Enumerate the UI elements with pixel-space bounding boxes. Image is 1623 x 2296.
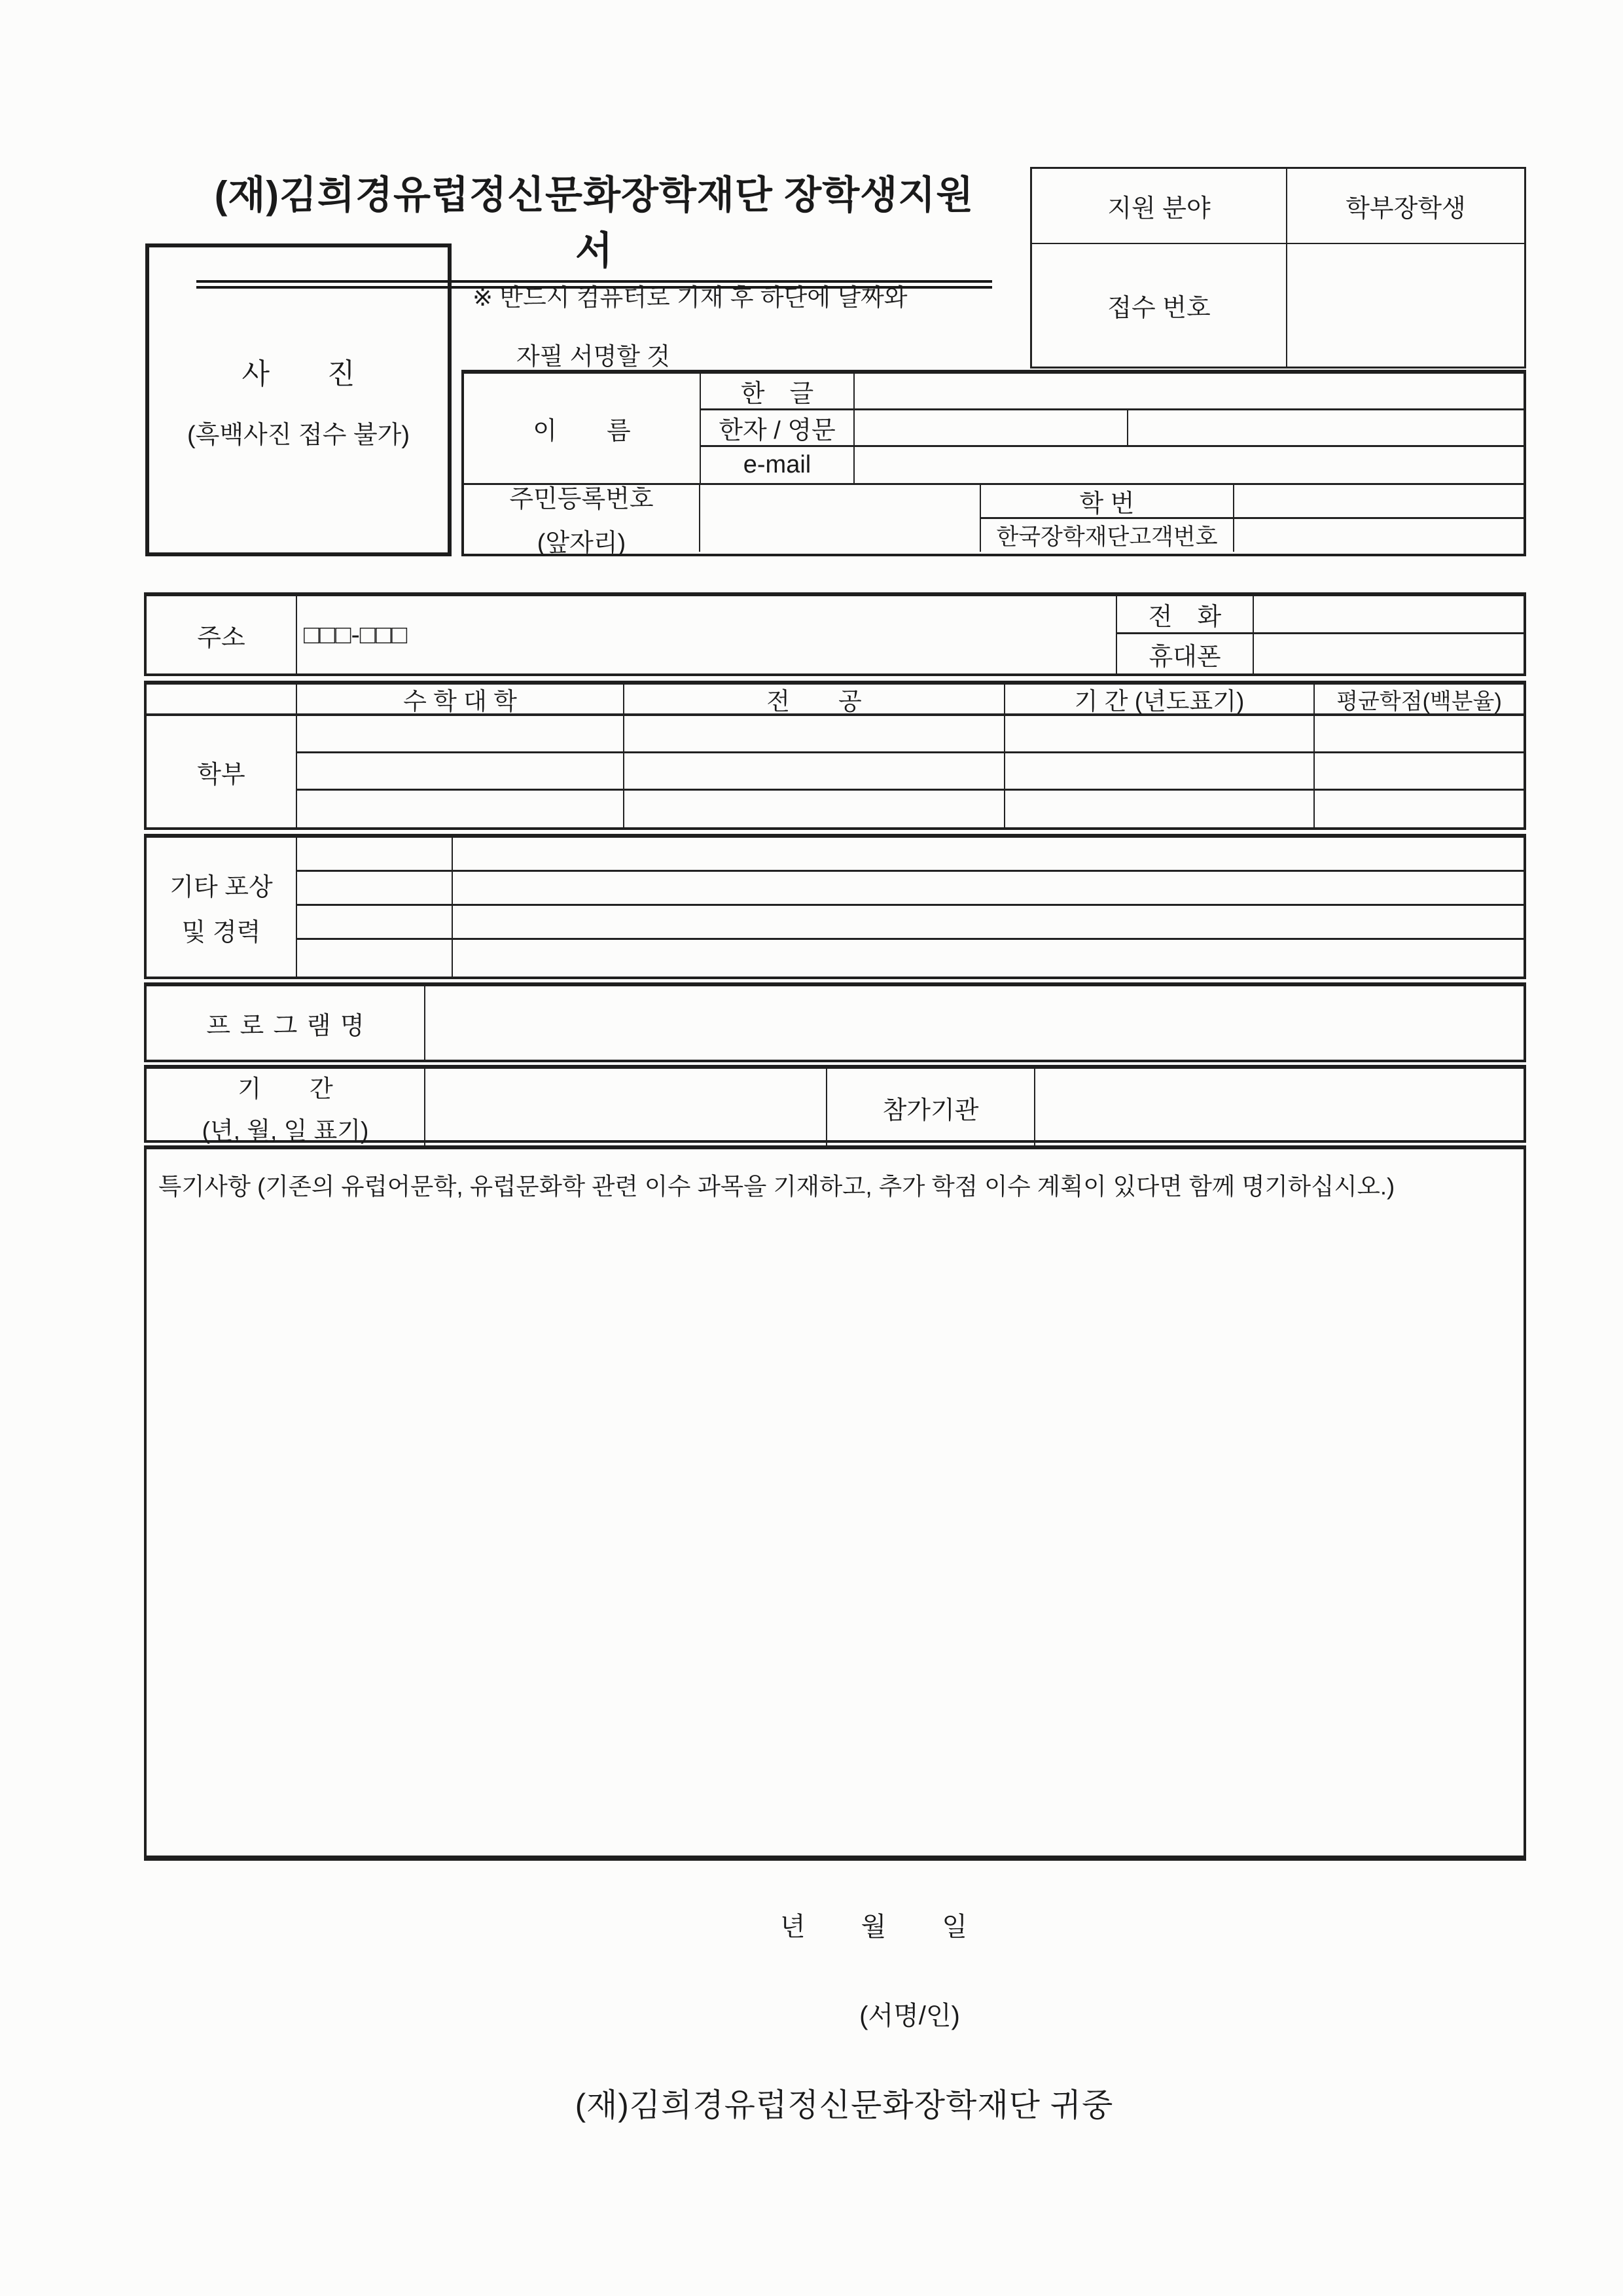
date-year-label: 년 bbox=[780, 1912, 806, 1941]
name-hangul-input[interactable] bbox=[855, 374, 1524, 410]
program-table bbox=[144, 982, 1526, 1062]
awards-detail-input-1[interactable] bbox=[453, 838, 1524, 872]
academic-university-input-1[interactable] bbox=[297, 716, 624, 753]
remarks-heading: 특기사항 (기존의 유럽어문학, 유럽문화학 관련 이수 과목을 기재하고, 추가 학점 이수 계획이 있다면 함께 명기하십시오.) bbox=[158, 1173, 1395, 1200]
name-english-input[interactable] bbox=[1128, 410, 1524, 445]
awards-label-line2: 및 경력 bbox=[181, 919, 261, 946]
photo-box[interactable] bbox=[145, 243, 452, 556]
academic-major-input-2[interactable] bbox=[624, 753, 1005, 791]
academic-header-major: 전 공 bbox=[624, 685, 1005, 716]
academic-header-university: 수 학 대 학 bbox=[297, 685, 624, 716]
photo-restriction-label: (흑백사진 접수 불가) bbox=[187, 421, 410, 449]
period-label-line1: 기 간 bbox=[238, 1075, 333, 1102]
name-hangul-label: 한 글 bbox=[701, 374, 855, 410]
name-hanja-input[interactable] bbox=[855, 410, 1128, 445]
name-hanja-eng-label: 한자 / 영문 bbox=[701, 410, 855, 447]
phone-label: 전 화 bbox=[1117, 596, 1254, 634]
rrn-label bbox=[464, 485, 700, 557]
name-table bbox=[461, 370, 1526, 556]
mobile-label: 휴대폰 bbox=[1117, 634, 1254, 673]
program-name-input[interactable] bbox=[425, 986, 1524, 1060]
photo-label: 사 진 bbox=[241, 357, 355, 390]
instruction-note-line1: ※ 반드시 컴퓨터로 기재 후 하단에 날짜와 bbox=[473, 284, 908, 311]
academic-period-input-2[interactable] bbox=[1005, 753, 1315, 791]
receipt-number-label: 접수 번호 bbox=[1032, 244, 1287, 367]
address-table bbox=[144, 592, 1526, 676]
phone-input[interactable] bbox=[1254, 596, 1524, 634]
signature-hint: (서명/인) bbox=[859, 2001, 960, 2030]
period-label-line2: (년, 월, 일 표기) bbox=[202, 1117, 369, 1144]
academic-gpa-input-3[interactable] bbox=[1315, 791, 1524, 827]
awards-detail-input-4[interactable] bbox=[453, 940, 1524, 977]
address-label: 주소 bbox=[147, 596, 297, 673]
receipt-number-input[interactable] bbox=[1287, 244, 1524, 367]
kosaf-number-label: 한국장학재단고객번호 bbox=[981, 519, 1234, 552]
name-label: 이 름 bbox=[464, 374, 701, 483]
instruction-note-line2: 자필 서명할 것 bbox=[516, 343, 671, 370]
name-hanja-eng-row bbox=[855, 410, 1524, 447]
awards-detail-input-2[interactable] bbox=[453, 872, 1524, 906]
period-input[interactable] bbox=[425, 1069, 827, 1146]
application-field-value: 학부장학생 bbox=[1287, 169, 1524, 244]
academic-header-period: 기 간 (년도표기) bbox=[1005, 685, 1315, 716]
academic-university-input-2[interactable] bbox=[297, 753, 624, 791]
kosaf-number-input[interactable] bbox=[1234, 519, 1524, 552]
academic-row-label: 학부 bbox=[147, 716, 297, 827]
awards-table bbox=[144, 834, 1526, 979]
application-info-table bbox=[1030, 167, 1526, 368]
period-table bbox=[144, 1065, 1526, 1143]
signature-date-line bbox=[780, 1906, 967, 1943]
address-input[interactable]: □□□-□□□ bbox=[297, 596, 1117, 673]
academic-header-gpa: 평균학점(백분율) bbox=[1315, 685, 1524, 716]
academic-gpa-input-2[interactable] bbox=[1315, 753, 1524, 791]
application-field-label: 지원 분야 bbox=[1032, 169, 1287, 244]
date-day-label: 일 bbox=[942, 1912, 967, 1941]
participating-org-input[interactable] bbox=[1035, 1069, 1524, 1146]
student-number-label: 학 번 bbox=[981, 485, 1234, 519]
participating-org-label: 참가기관 bbox=[827, 1069, 1035, 1146]
awards-label-line1: 기타 포상 bbox=[169, 874, 273, 901]
academic-period-input-3[interactable] bbox=[1005, 791, 1315, 827]
date-month-label: 월 bbox=[861, 1912, 887, 1941]
mobile-input[interactable] bbox=[1254, 634, 1524, 673]
email-input[interactable] bbox=[855, 447, 1524, 483]
academic-period-input-1[interactable] bbox=[1005, 716, 1315, 753]
academic-header-corner bbox=[147, 685, 297, 716]
awards-date-input-3[interactable] bbox=[297, 906, 453, 940]
program-name-label: 프로그램명 bbox=[147, 986, 425, 1060]
rrn-input[interactable] bbox=[700, 485, 981, 552]
rrn-label-line2: (앞자리) bbox=[537, 529, 626, 557]
academic-history-table bbox=[144, 681, 1526, 830]
awards-detail-input-3[interactable] bbox=[453, 906, 1524, 940]
awards-date-input-4[interactable] bbox=[297, 940, 453, 977]
academic-major-input-1[interactable] bbox=[624, 716, 1005, 753]
student-number-input[interactable] bbox=[1234, 485, 1524, 519]
period-label bbox=[147, 1069, 425, 1146]
page-title: (재)김희경유럽정신문화장학재단 장학생지원서 bbox=[196, 164, 992, 289]
academic-university-input-3[interactable] bbox=[297, 791, 624, 827]
awards-date-input-2[interactable] bbox=[297, 872, 453, 906]
awards-label bbox=[147, 838, 297, 977]
footer-recipient: (재)김희경유럽정신문화장학재단 귀중 bbox=[575, 2088, 1114, 2123]
email-label: e-mail bbox=[701, 447, 855, 483]
academic-major-input-3[interactable] bbox=[624, 791, 1005, 827]
remarks-box[interactable] bbox=[144, 1145, 1526, 1861]
academic-gpa-input-1[interactable] bbox=[1315, 716, 1524, 753]
awards-date-input-1[interactable] bbox=[297, 838, 453, 872]
rrn-label-line1: 주민등록번호 bbox=[509, 486, 654, 513]
